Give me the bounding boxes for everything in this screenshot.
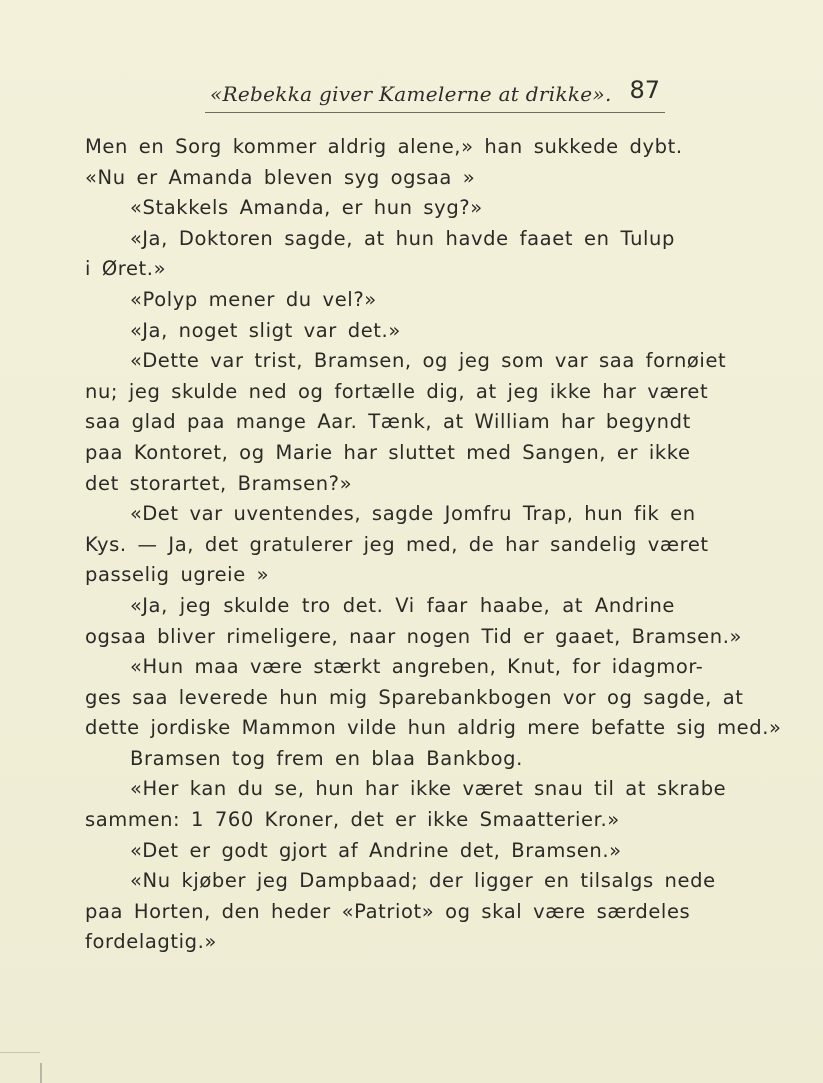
text-line: i Øret.» [85, 257, 167, 281]
text-line: nu; jeg skulde ned og fortælle dig, at jeg ikke har været [85, 379, 709, 403]
text-line: «Ja, noget sligt var det.» [130, 318, 401, 342]
running-title: «Rebekka giver Kamelerne at drikke». [210, 82, 612, 106]
text-line: paa Horten, den heder «Patriot» og skal være særdeles [85, 899, 691, 923]
text-line: fordelagtig.» [85, 930, 217, 954]
text-line: «Polyp mener du vel?» [130, 287, 377, 311]
text-line: «Ja, Doktoren sagde, at hun havde faaet en Tulup [130, 226, 675, 250]
text-line: ges saa leverede hun mig Sparebankbogen vor og sagde, at [85, 685, 744, 709]
text-line: dette jordiske Mammon vilde hun aldrig mere befatte sig med.» [85, 716, 782, 740]
scan-edge-line [0, 1052, 40, 1053]
body-text [85, 132, 782, 958]
text-line: «Hun maa være stærkt angreben, Knut, for idagmor- [130, 655, 704, 679]
running-head [210, 76, 670, 108]
text-line: «Nu kjøber jeg Dampbaad; der ligger en tilsalgs nede [130, 869, 716, 893]
text-line: saa glad paa mange Aar. Tænk, at William har begyndt [85, 410, 691, 434]
text-line: paa Kontoret, og Marie har sluttet med Sangen, er ikke [85, 440, 691, 464]
header-rule [205, 112, 665, 113]
text-line: «Her kan du se, hun har ikke været snau til at skrabe [130, 777, 727, 801]
text-line: «Ja, jeg skulde tro det. Vi faar haabe, at Andrine [130, 593, 675, 617]
text-line: det storartet, Bramsen?» [85, 471, 353, 495]
text-line: passelig ugreie » [85, 563, 270, 587]
text-line: «Dette var trist, Bramsen, og jeg som var saa fornøiet [130, 349, 727, 373]
text-line: «Det er godt gjort af Andrine det, Bramsen.» [130, 838, 622, 862]
text-line: Kys. — Ja, det gratulerer jeg med, de har sandelig været [85, 532, 709, 556]
text-line: Men en Sorg kommer aldrig alene,» han sukkede dybt. [85, 135, 683, 158]
text-line: «Nu er Amanda bleven syg ogsaa » [85, 165, 476, 189]
text-line: sammen: 1 760 Kroner, det er ikke Smaatterier.» [85, 808, 620, 832]
text-line: «Det var uventendes, sagde Jomfru Trap, hun fik en [130, 502, 696, 526]
scan-edge-mark [40, 1063, 42, 1083]
page-number: 87 [629, 76, 660, 104]
text-line: Bramsen tog frem en blaa Bankbog. [130, 746, 523, 770]
text-line: ogsaa bliver rimeligere, naar nogen Tid er gaaet, Bramsen.» [85, 624, 743, 648]
text-line: «Stakkels Amanda, er hun syg?» [130, 196, 483, 220]
